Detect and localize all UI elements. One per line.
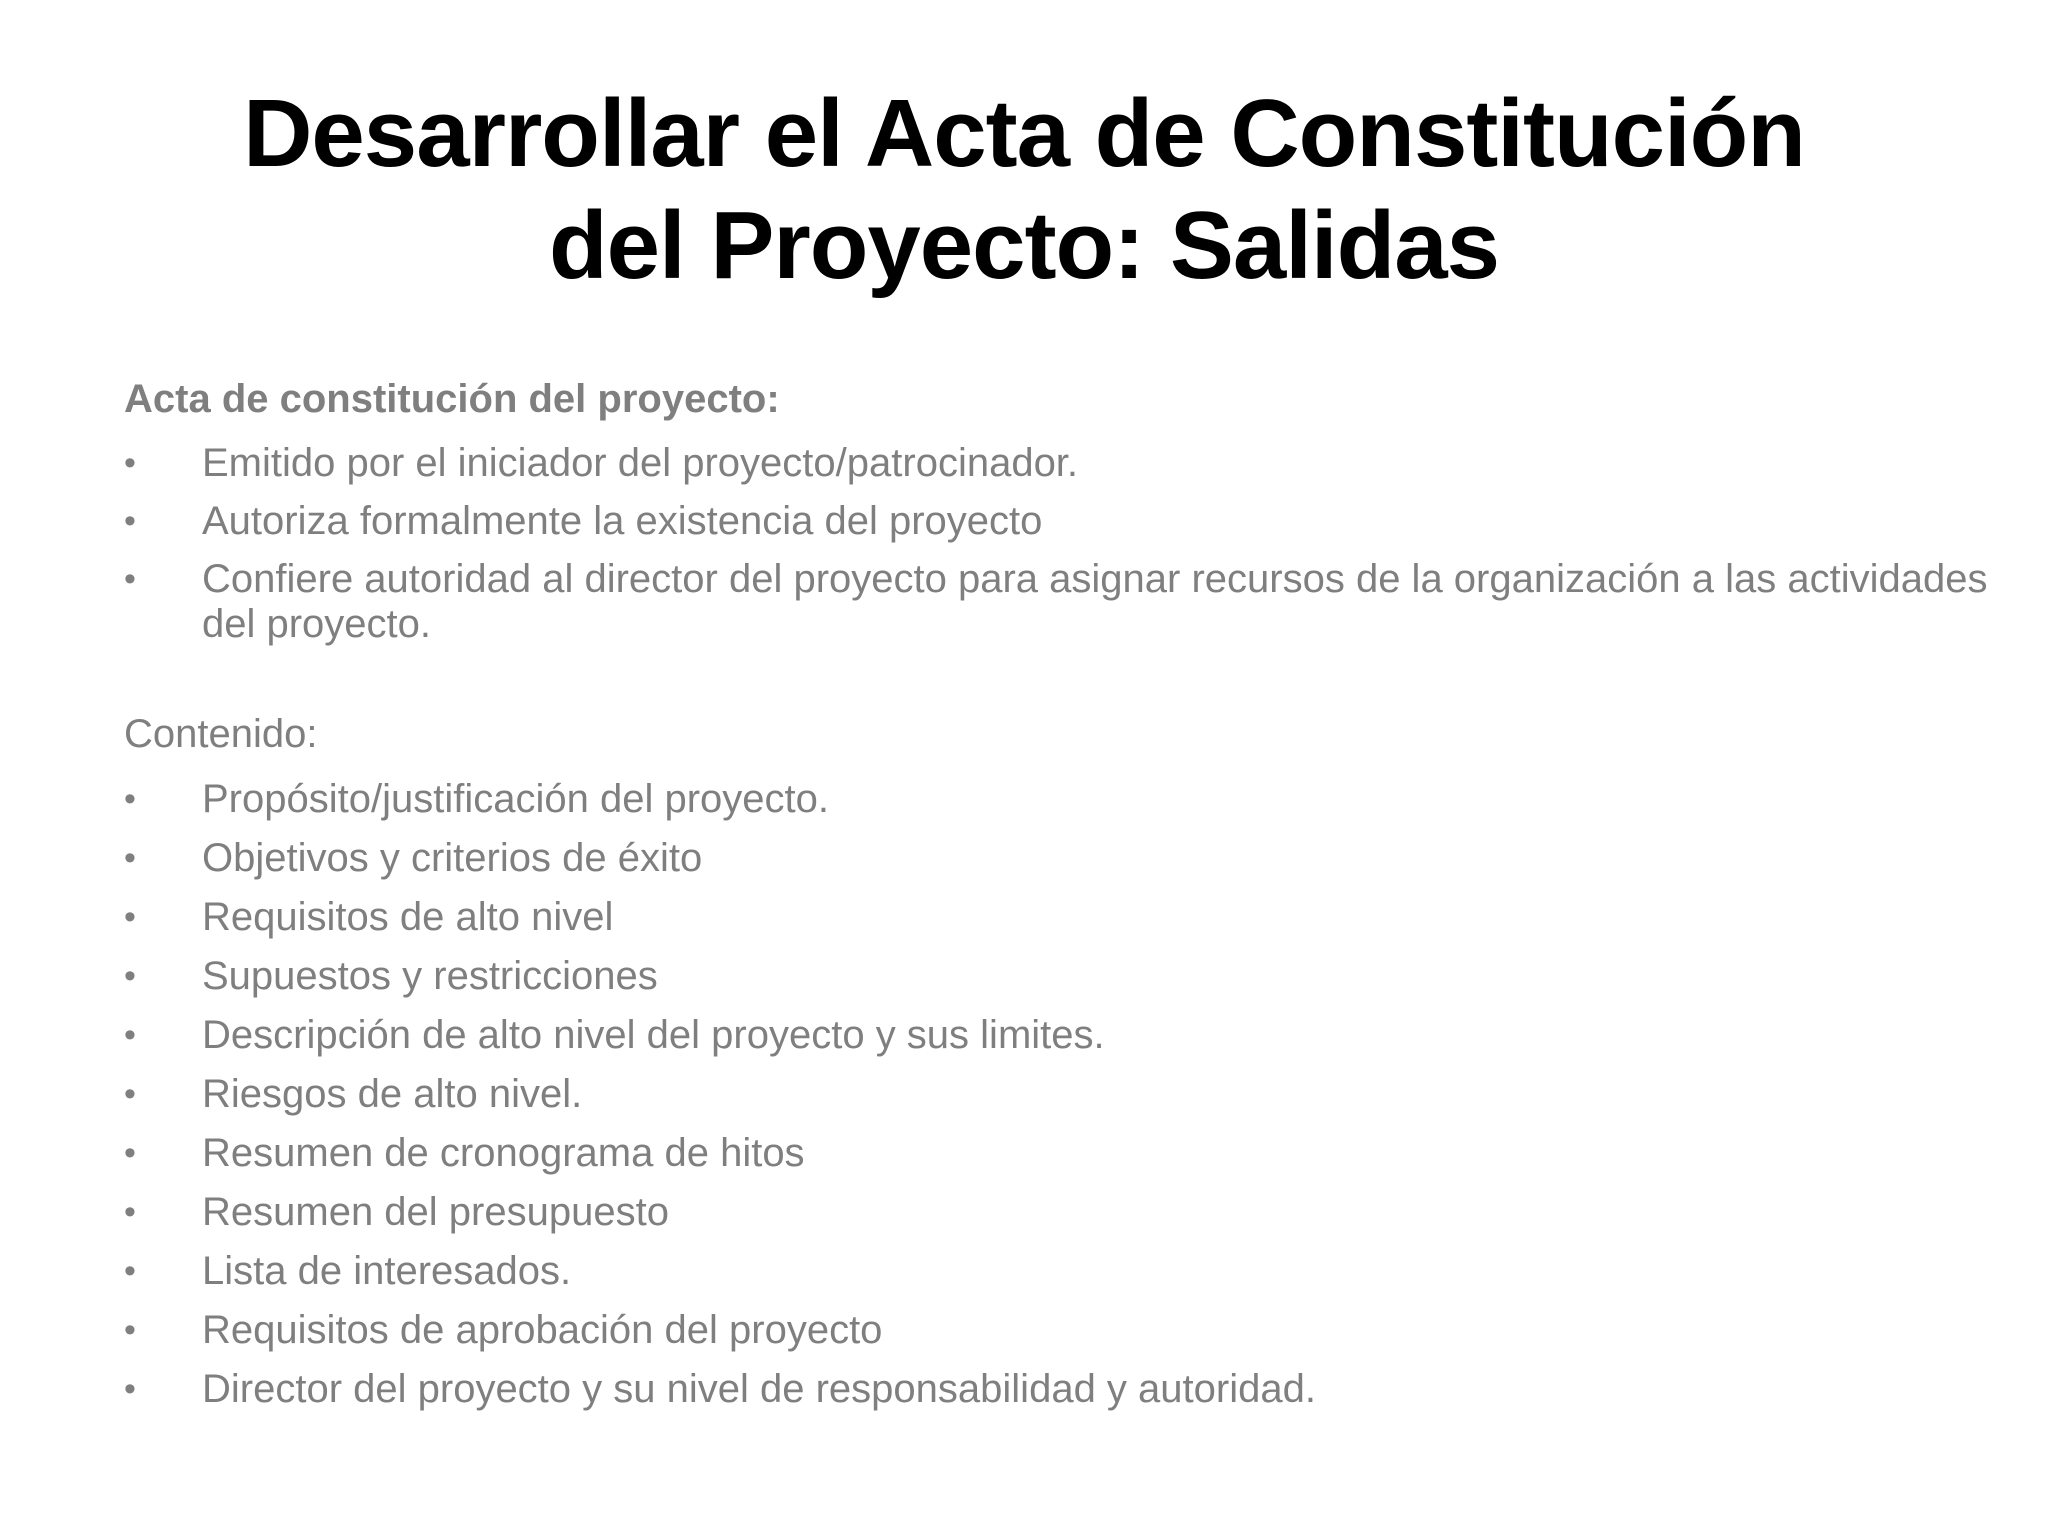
section-spacer [124,647,1924,705]
bullet-icon: • [124,957,136,995]
list-item [124,1190,2022,1235]
list-item-text: Objetivos y criterios de éxito [202,836,703,880]
list-item-text: Supuestos y restricciones [202,954,658,998]
bullet-icon: • [124,1193,136,1231]
list-item-text: Resumen del presupuesto [202,1190,669,1234]
list-item [124,1131,2022,1176]
list-item-text: Riesgos de alto nivel. [202,1072,583,1116]
section-heading-contenido: Contenido: [124,712,318,756]
slide-title-line-1: Desarrollar el Acta de Constitución [243,80,1805,187]
list-item-text: Director del proyecto y su nivel de responsabilidad y autoridad. [202,1367,1316,1411]
list-item-text: Autoriza formalmente la existencia del proyecto [202,499,1043,543]
slide-title [100,78,1948,302]
list-item [124,895,2022,940]
section-heading-acta: Acta de constitución del proyecto: [124,377,780,421]
list-item-text: Propósito/justificación del proyecto. [202,777,829,821]
bullet-icon: • [124,1311,136,1349]
list-item [124,1367,2022,1412]
bullet-icon: • [124,780,136,818]
list-item [124,557,2022,647]
bullet-icon: • [124,898,136,936]
bullet-icon: • [124,1252,136,1290]
list-item-text: Confiere autoridad al director del proyecto para asignar recursos de la organización a las actividades del proyecto. [202,557,1988,646]
slide-title-line-2: del Proyecto: Salidas [548,192,1499,299]
list-item [124,1072,2022,1117]
bullet-icon: • [124,502,136,540]
list-item-text: Lista de interesados. [202,1249,572,1293]
list-item [124,441,2022,486]
list-item-text: Descripción de alto nivel del proyecto y sus limites. [202,1013,1105,1057]
list-item [124,777,2022,822]
list-item-text: Requisitos de alto nivel [202,895,614,939]
list-item [124,1249,2022,1294]
list-item [124,954,2022,999]
bullet-icon: • [124,1134,136,1172]
list-item-text: Requisitos de aprobación del proyecto [202,1308,883,1352]
bullet-icon: • [124,560,136,598]
bullet-icon: • [124,839,136,877]
list-item [124,1308,2022,1353]
list-item [124,1013,2022,1058]
list-item [124,836,2022,881]
bullet-icon: • [124,1370,136,1408]
slide-body [124,370,1988,1412]
bullet-icon: • [124,1016,136,1054]
bullet-icon: • [124,1075,136,1113]
list-item-text: Emitido por el iniciador del proyecto/patrocinador. [202,441,1079,485]
bullet-list-contenido [124,777,1924,1412]
bullet-icon: • [124,444,136,482]
list-item [124,499,2022,544]
bullet-list-acta [124,441,1988,647]
list-item-text: Resumen de cronograma de hitos [202,1131,805,1175]
